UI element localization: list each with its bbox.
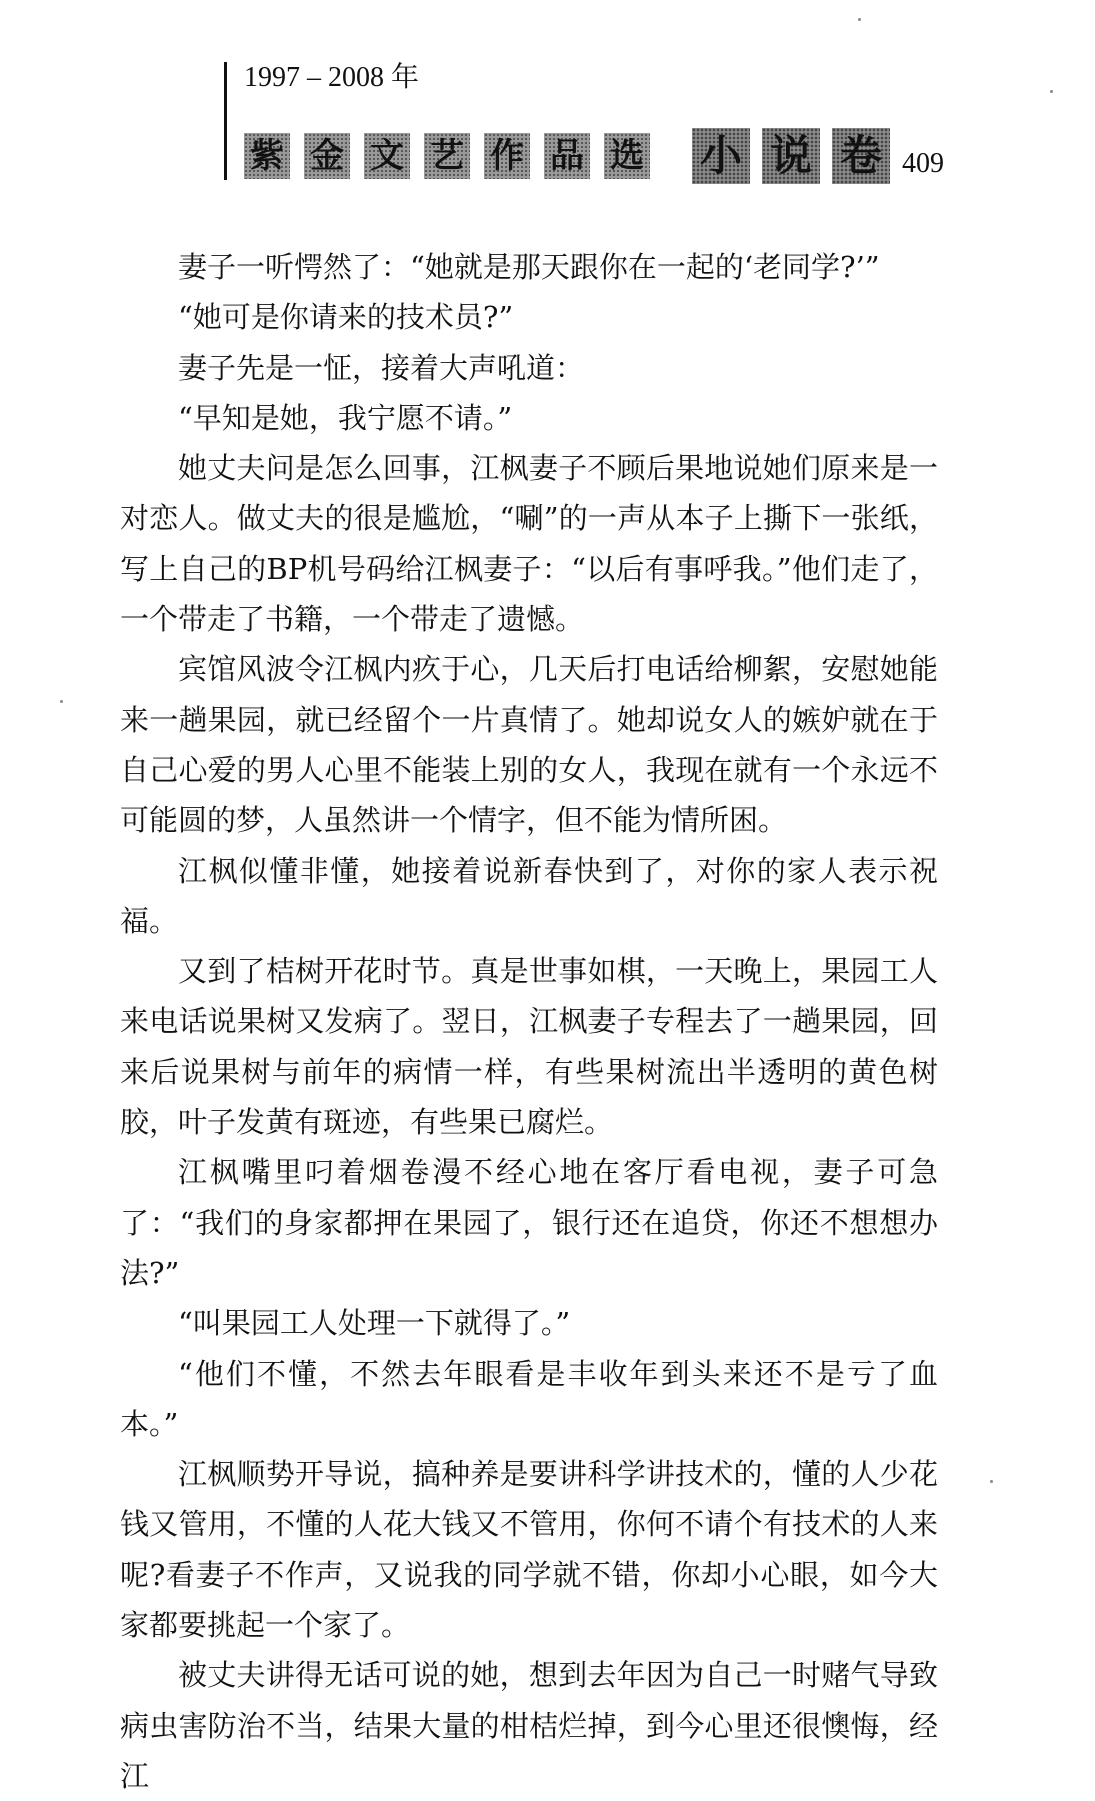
series-title-char: 文 — [364, 133, 410, 179]
series-title-char: 紫 — [244, 133, 290, 179]
header-years: 1997 – 2008 年 — [244, 62, 420, 93]
scan-speck — [1050, 90, 1053, 93]
header-vertical-rule — [224, 62, 227, 180]
series-title-char: 艺 — [424, 133, 470, 179]
series-title-char: 金 — [304, 133, 350, 179]
paragraph: “叫果园工人处理一下就得了。” — [178, 1306, 571, 1341]
series-title-char: 选 — [604, 133, 650, 179]
paragraph: “早知是她，我宁愿不请。” — [178, 400, 513, 435]
volume-title-char: 卷 — [832, 128, 890, 184]
paragraph: 又到了桔树开花时节。真是世事如棋，一天晚上，果园工人来电话说果树又发病了。翌日，江枫妻子专程去了一趟果园，回来后说果树与前年的病情一样，有些果树流出半透明的黄色树胶，叶子发黄有斑迹，有些果已腐烂。 — [120, 954, 938, 1140]
volume-title-char: 说 — [762, 128, 820, 184]
page-number: 409 — [902, 148, 944, 179]
paragraph: 妻子先是一怔，接着大声吼道： — [178, 350, 585, 385]
paragraph: “他们不懂，不然去年眼看是丰收年到头来还不是亏了血本。” — [120, 1356, 938, 1441]
paragraph: 她丈夫问是怎么回事，江枫妻子不顾后果地说她们原来是一对恋人。做丈夫的很是尴尬，“唰”的一声从本子上撕下一张纸，写上自己的BP机号码给江枫妻子：“以后有事呼我。”他们走了，一个带走了书籍，一个带走了遗憾。 — [120, 451, 938, 637]
series-title-char: 品 — [544, 133, 590, 179]
paragraph: 妻子一听愕然了：“她就是那天跟你在一起的‘老同学?’” — [178, 250, 880, 284]
paragraph: “她可是你请来的技术员?” — [178, 300, 514, 335]
scan-speck — [990, 1480, 993, 1483]
paragraph: 江枫嘴里叼着烟卷漫不经心地在客厅看电视，妻子可急了：“我们的身家都押在果园了，银行还在追贷，你还不想想办法?” — [120, 1155, 938, 1290]
paragraph: 江枫顺势开导说，搞种养是要讲科学讲技术的，懂的人少花钱又管用，不懂的人花大钱又不管用，你何不请个有技术的人来呢?看妻子不作声，又说我的同学就不错，你却小心眼，如今大家都要挑起一个家了。 — [120, 1457, 938, 1643]
paragraph: 被丈夫讲得无话可说的她，想到去年因为自己一时赌气导致病虫害防治不当，结果大量的柑桔烂掉，到今心里还很懊悔，经江 — [120, 1658, 938, 1793]
scan-speck — [858, 18, 861, 21]
series-title-char: 作 — [484, 133, 530, 179]
paragraph: 宾馆风波令江枫内疚于心，几天后打电话给柳絮，安慰她能来一趟果园，就已经留个一片真情了。她却说女人的嫉妒就在于自己心爱的男人心里不能装上别的女人，我现在就有一个永远不可能圆的梦，人虽然讲一个情字，但不能为情所困。 — [120, 652, 938, 838]
paragraph: 江枫似懂非懂，她接着说新春快到了，对你的家人表示祝福。 — [120, 853, 938, 938]
body-text — [120, 242, 938, 1801]
scan-speck — [60, 700, 63, 703]
volume-title — [692, 128, 902, 184]
volume-title-char: 小 — [692, 128, 750, 184]
series-title — [244, 128, 944, 184]
